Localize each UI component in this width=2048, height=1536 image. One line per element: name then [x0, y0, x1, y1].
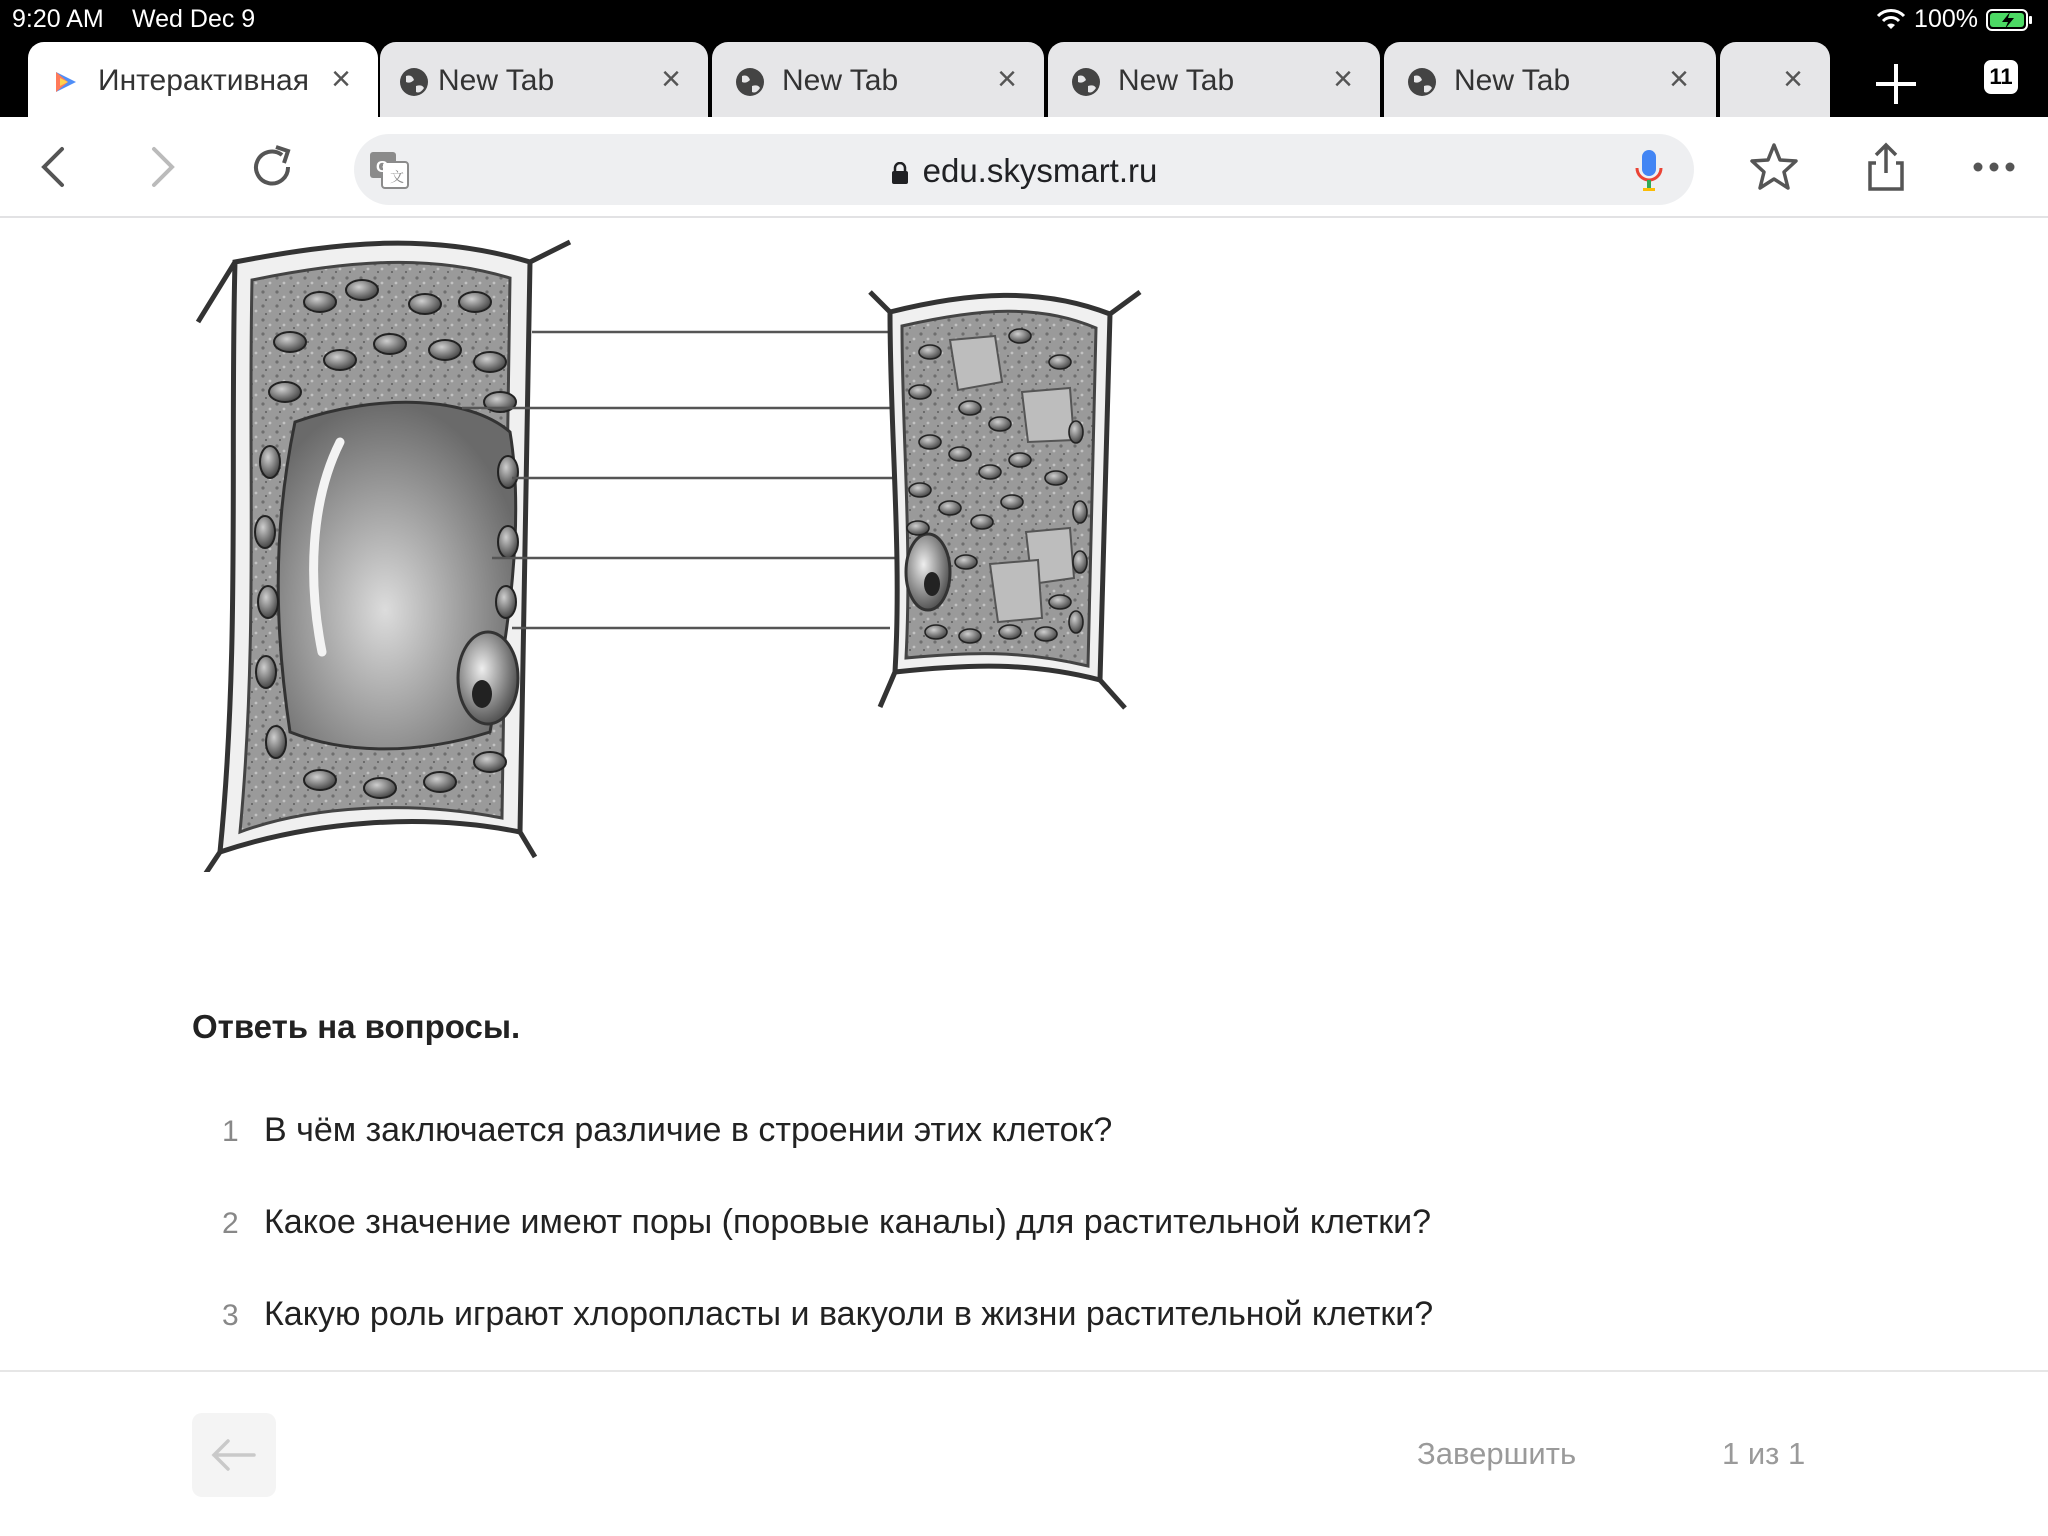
plant-cells-illustration — [190, 232, 1490, 872]
tab-label: Интерактивная — [98, 64, 309, 97]
microphone-icon[interactable] — [1634, 148, 1664, 192]
status-date: Wed Dec 9 — [132, 5, 256, 33]
tab-new-tab-3[interactable] — [1048, 42, 1380, 117]
share-icon[interactable] — [1860, 141, 1912, 193]
globe-icon — [734, 66, 766, 98]
tab-new-tab-2[interactable] — [712, 42, 1044, 117]
svg-text:G: G — [376, 159, 389, 176]
page-indicator: 1 из 1 — [1722, 1436, 1806, 1471]
question-item — [222, 1295, 1433, 1334]
battery-charging-icon — [1986, 8, 2034, 32]
tab-new-tab-4[interactable] — [1384, 42, 1716, 117]
globe-icon — [1406, 66, 1438, 98]
address-bar[interactable] — [354, 134, 1694, 205]
tab-label: New Tab — [1118, 64, 1235, 97]
question-number: 3 — [222, 1299, 239, 1332]
url-text: edu.skysmart.ru — [922, 152, 1158, 189]
arrow-left-icon — [192, 1413, 276, 1497]
previous-button[interactable] — [192, 1413, 276, 1497]
globe-icon — [1070, 66, 1102, 98]
page-content — [0, 218, 2048, 1372]
right-plant-cell — [870, 292, 1140, 708]
question-number: 2 — [222, 1207, 239, 1240]
question-number: 1 — [222, 1115, 239, 1148]
tab-close-icon[interactable]: × — [1783, 60, 1803, 98]
question-text: Какое значение имеют поры (поровые каналы) для растительной клетки? — [264, 1203, 1432, 1241]
bookmark-star-icon[interactable] — [1748, 141, 1800, 193]
tab-close-icon[interactable]: × — [661, 60, 681, 98]
tab-count-badge[interactable]: 11 — [1984, 60, 2018, 94]
instruction-heading: Ответь на вопросы. — [192, 1008, 521, 1045]
tab-strip — [0, 40, 2048, 117]
wifi-icon — [1876, 8, 1906, 32]
more-options-icon[interactable] — [1968, 141, 2020, 193]
reload-icon[interactable] — [246, 141, 298, 193]
tab-close-icon[interactable]: × — [997, 60, 1017, 98]
status-bar — [0, 0, 2048, 40]
browser-toolbar — [0, 117, 2048, 218]
question-item — [222, 1203, 1431, 1242]
question-item — [222, 1111, 1112, 1150]
skysmart-logo-icon — [50, 66, 82, 98]
finish-button[interactable]: Завершить — [1417, 1436, 1577, 1471]
back-arrow-icon[interactable] — [28, 141, 80, 193]
tab-interaktivnaya[interactable] — [28, 42, 378, 117]
svg-text:文: 文 — [390, 169, 404, 185]
tab-new-tab-1[interactable] — [380, 42, 708, 117]
question-text: Какую роль играют хлоропласты и вакуоли в жизни растительной клетки? — [264, 1295, 1434, 1333]
lock-icon — [891, 162, 909, 184]
tab-close-icon[interactable]: × — [331, 60, 351, 98]
battery-percent: 100% — [1914, 5, 1978, 33]
lesson-footer — [0, 1370, 2048, 1536]
forward-arrow-icon[interactable] — [136, 141, 188, 193]
status-time: 9:20 AM — [12, 5, 104, 33]
tab-close-icon[interactable]: × — [1669, 60, 1689, 98]
new-tab-plus-icon[interactable] — [1866, 54, 1926, 114]
globe-icon — [398, 66, 430, 98]
tab-overflow[interactable] — [1720, 42, 1830, 117]
tab-close-icon[interactable]: × — [1333, 60, 1353, 98]
tab-label: New Tab — [782, 64, 899, 97]
tab-label: New Tab — [438, 64, 555, 97]
tab-label: New Tab — [1454, 64, 1571, 97]
question-text: В чём заключается различие в строении этих клеток? — [264, 1111, 1113, 1149]
